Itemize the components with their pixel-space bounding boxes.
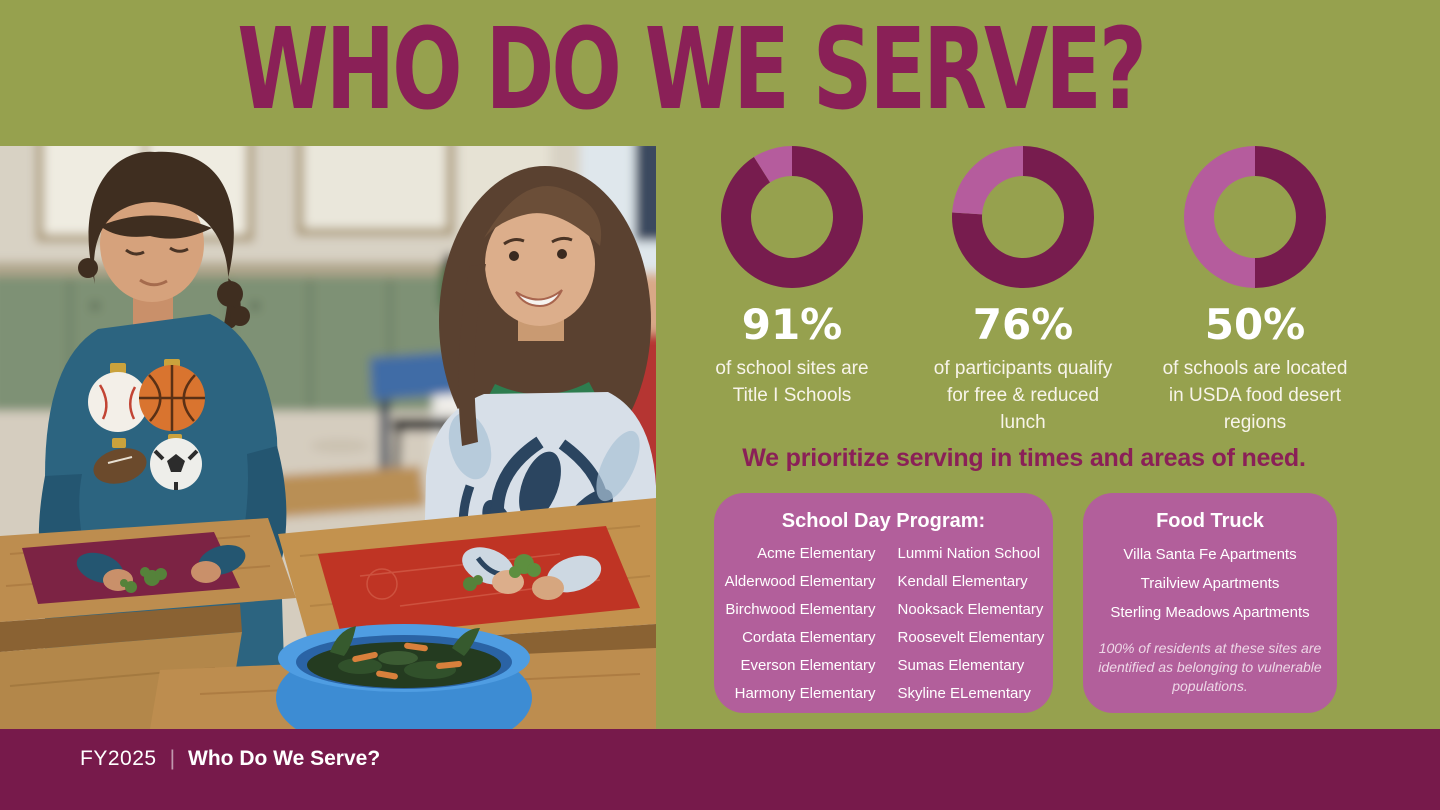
- stat-title-one-schools: [672, 146, 912, 409]
- caption-line: lunch: [1000, 412, 1046, 433]
- page-title: WHO DO WE SERVE?: [237, 5, 1145, 135]
- stat-value: 76%: [972, 300, 1074, 349]
- stat-food-desert: [1135, 146, 1375, 436]
- school-item: Cordata Elementary: [742, 629, 876, 646]
- footer-bar: [0, 729, 1440, 810]
- school-item: Everson Elementary: [740, 657, 876, 674]
- caption-line: of participants qualify: [933, 358, 1113, 379]
- stat-value: 91%: [741, 300, 843, 349]
- school-item: Sumas Elementary: [897, 657, 1025, 674]
- donut-chart-lunch: [952, 146, 1094, 288]
- stat-caption: [1135, 355, 1375, 436]
- school-column-left: [718, 540, 876, 708]
- school-columns: [714, 540, 1053, 708]
- vulnerable-populations-note: 100% of residents at these sites are identified as belonging to vulnerable populations.: [1098, 640, 1322, 694]
- footer-section-title: Who Do We Serve?: [188, 747, 381, 770]
- caption-line: of schools are located: [1162, 358, 1348, 379]
- blue-bowl: [276, 624, 532, 729]
- fiscal-year-label: FY2025: [80, 747, 157, 770]
- caption-line: in USDA food desert: [1168, 385, 1342, 406]
- slide-title-wrap: [0, 5, 1382, 135]
- classroom-photo-illustration: [0, 146, 656, 729]
- stat-value: 50%: [1204, 300, 1306, 349]
- donut-chart-title-one: [721, 146, 863, 288]
- caption-line: for free & reduced: [946, 385, 1100, 406]
- site-item: Trailview Apartments: [1140, 575, 1280, 592]
- school-item: Roosevelt Elementary: [897, 629, 1045, 646]
- food-truck-card: [1083, 493, 1337, 713]
- school-item: Acme Elementary: [757, 545, 876, 562]
- stat-caption: [672, 355, 912, 409]
- caption-line: of school sites are: [715, 358, 869, 379]
- school-item: Lummi Nation School: [897, 545, 1041, 562]
- school-column-right: [898, 540, 1050, 708]
- site-item: Sterling Meadows Apartments: [1110, 604, 1310, 621]
- card-title: Food Truck: [1156, 510, 1264, 532]
- stat-caption: [903, 355, 1143, 436]
- stat-free-reduced-lunch: [903, 146, 1143, 436]
- school-day-program-card: [714, 493, 1053, 713]
- caption-line: regions: [1223, 412, 1287, 433]
- school-item: Skyline ELementary: [897, 685, 1031, 702]
- school-item: Birchwood Elementary: [725, 601, 876, 618]
- classroom-photo: [0, 146, 656, 729]
- school-item: Nooksack Elementary: [897, 601, 1044, 618]
- caption-line: Title I Schools: [732, 385, 852, 406]
- food-truck-sites: [1083, 540, 1337, 627]
- card-title: School Day Program:: [781, 510, 986, 532]
- priority-headline: We prioritize serving in times and areas of need.: [742, 444, 1306, 472]
- site-item: Villa Santa Fe Apartments: [1123, 546, 1297, 563]
- footer-divider: |: [169, 747, 176, 770]
- school-item: Harmony Elementary: [734, 685, 876, 702]
- school-item: Alderwood Elementary: [724, 573, 876, 590]
- school-item: Kendall Elementary: [897, 573, 1028, 590]
- donut-chart-food-desert: [1184, 146, 1326, 288]
